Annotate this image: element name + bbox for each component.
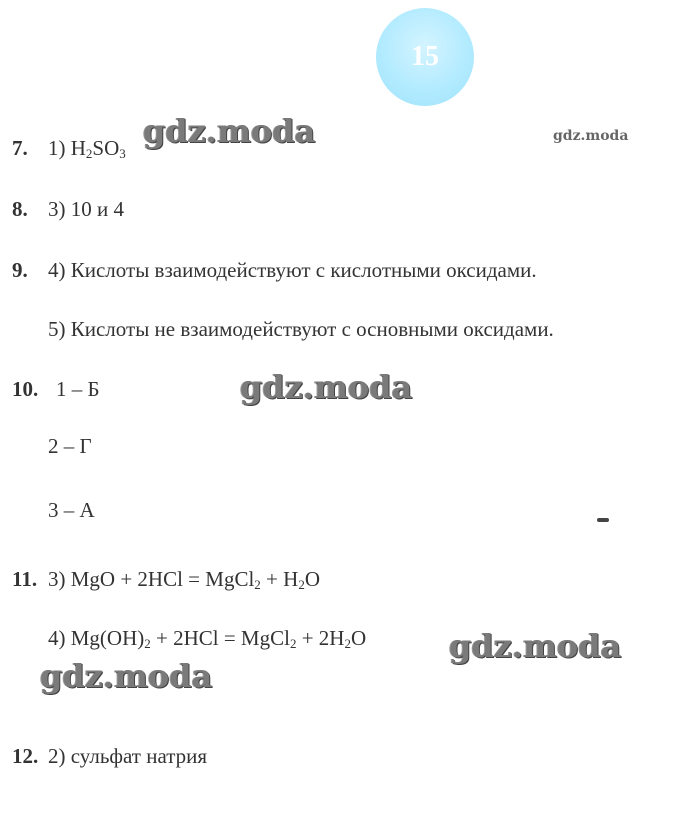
answer-text: 1 – Б [56,377,100,401]
watermark: gdz.moda [449,627,622,665]
question-number: 11. [12,567,38,591]
watermark: gdz.moda [240,368,413,406]
answer-text: 3) MgO + 2HCl = MgCl$_2$ + $H_2O$ [48,567,320,592]
stray-mark [597,518,609,522]
answer-text: 2 – Г [48,434,92,458]
answer-text: 3) 10 и 4 [48,197,124,221]
question-number: 12. [12,744,39,768]
question-number: 9. [12,258,28,282]
question-number: 7. [12,136,28,160]
watermark-small: gdz.moda [553,128,629,144]
answer-text: 3 – А [48,498,95,522]
answer-text: 5) Кислоты не взаимодействуют с основными оксидами. [48,317,554,341]
answer-text: 4) Кислоты взаимодействуют с кислотными оксидами. [48,258,537,282]
watermark: gdz.moda [143,112,316,150]
question-number: 8. [12,197,28,221]
answer-text: 2) сульфат натрия [48,744,208,768]
answer-text: 4) $Mg(OH)_2 + 2HCl$ = MgCl$_2$ + $2H_2O$ [48,626,367,651]
page-number-badge: 15 [376,8,474,106]
watermark: gdz.moda [40,657,213,695]
answer-text: 1) $H_2SO_3$ [48,136,126,161]
question-number: 10. [12,377,39,401]
